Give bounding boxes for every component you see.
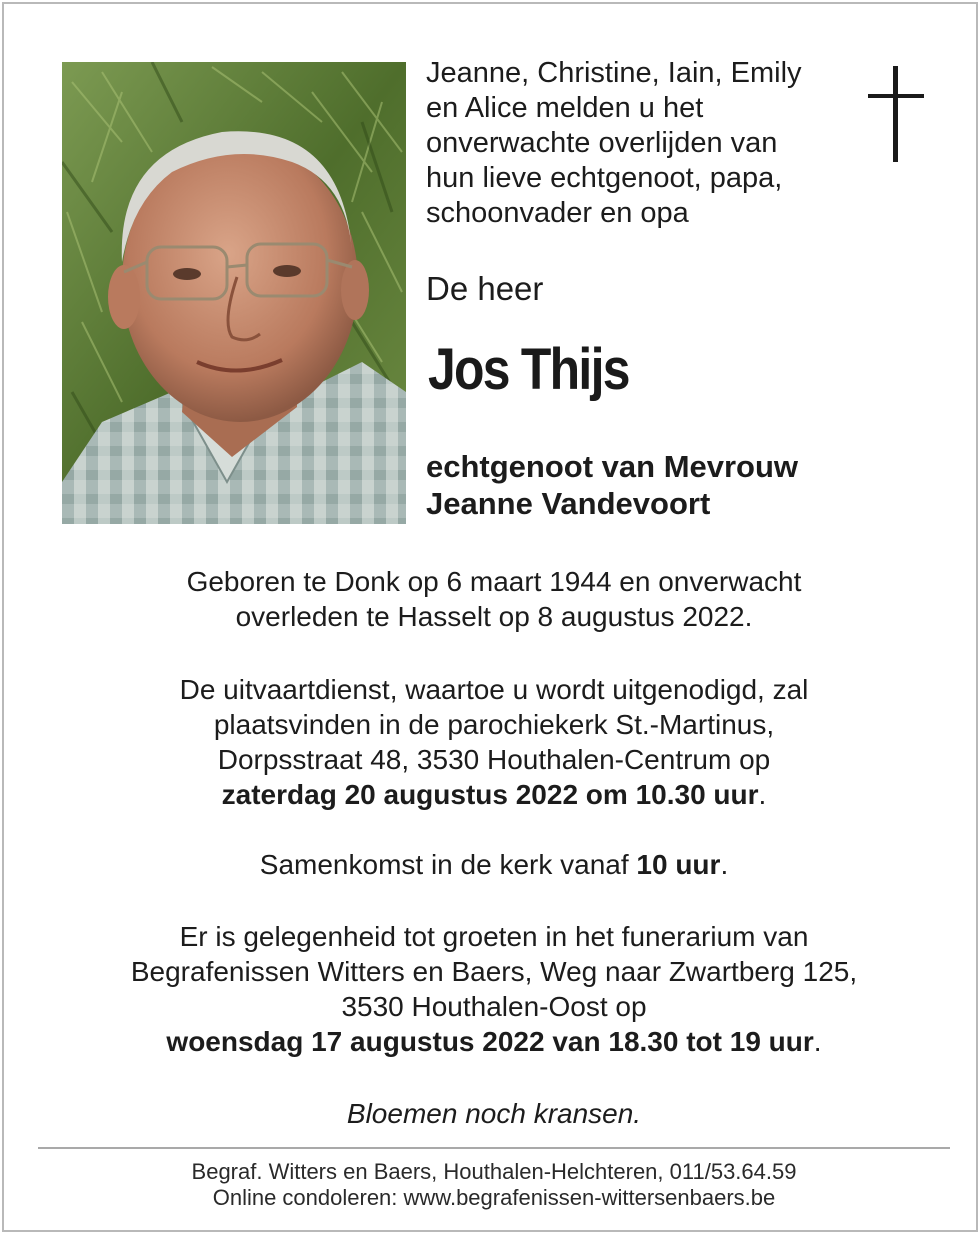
visitation-date-time: woensdag 17 augustus 2022 van 18.30 tot 19 uur: [166, 1026, 814, 1057]
closing-note: Bloemen noch kransen.: [346, 1098, 642, 1129]
text-line: 3530 Houthalen-Oost op: [341, 991, 647, 1022]
gathering-text: Samenkomst in de kerk vanaf: [259, 849, 637, 880]
footer: [44, 1159, 944, 1211]
undertaker-info: Begraf. Witters en Baers, Houthalen-Helchteren, 011/53.64.59: [191, 1159, 797, 1184]
gathering-line: [44, 847, 944, 882]
cross-icon: [866, 66, 926, 164]
deceased-name: Jos Thijs: [428, 337, 629, 402]
text-line: Geboren te Donk op 6 maart 1944 en onverwacht: [186, 566, 802, 597]
honorific: De heer: [426, 270, 544, 307]
portrait-photo: [62, 62, 406, 524]
intro-line: hun lieve echtgenoot, papa,: [426, 162, 783, 194]
intro-line: schoonvader en opa: [426, 197, 689, 229]
funeral-paragraph: [44, 672, 944, 812]
punctuation: .: [758, 779, 767, 810]
spouse-line: Jeanne Vandevoort: [426, 486, 711, 521]
divider: [38, 1147, 950, 1149]
online-condolences[interactable]: Online condoleren: www.begrafenissen-wittersenbaers.be: [212, 1185, 776, 1210]
spouse-line: echtgenoot van Mevrouw: [426, 449, 799, 484]
text-line: Begrafenissen Witters en Baers, Weg naar Zwartberg 125,: [130, 956, 858, 987]
obituary-card: [2, 2, 978, 1232]
text-line: Dorpsstraat 48, 3530 Houthalen-Centrum op: [217, 744, 771, 775]
text-line: overleden te Hasselt op 8 augustus 2022.: [235, 601, 753, 632]
spouse-info: [426, 448, 798, 522]
birth-death-paragraph: [44, 564, 944, 634]
family-announcement: [426, 56, 846, 231]
punctuation: .: [813, 1026, 822, 1057]
funeral-date-line: [44, 777, 944, 812]
gathering-time: 10 uur: [636, 849, 721, 880]
text-line: plaatsvinden in de parochiekerk St.-Martinus,: [213, 709, 775, 740]
visitation-date-line: [44, 1024, 944, 1059]
text-line: Er is gelegenheid tot groeten in het funerarium van: [179, 921, 809, 952]
punctuation: .: [720, 849, 729, 880]
intro-line: Jeanne, Christine, Iain, Emily: [426, 57, 802, 89]
funeral-date-time: zaterdag 20 augustus 2022 om 10.30 uur: [221, 779, 759, 810]
intro-line: en Alice melden u het: [426, 92, 704, 124]
intro-line: onverwachte overlijden van: [426, 127, 778, 159]
visitation-paragraph: [44, 919, 944, 1059]
text-line: De uitvaartdienst, waartoe u wordt uitgenodigd, zal: [179, 674, 809, 705]
gathering-paragraph: [44, 847, 944, 882]
